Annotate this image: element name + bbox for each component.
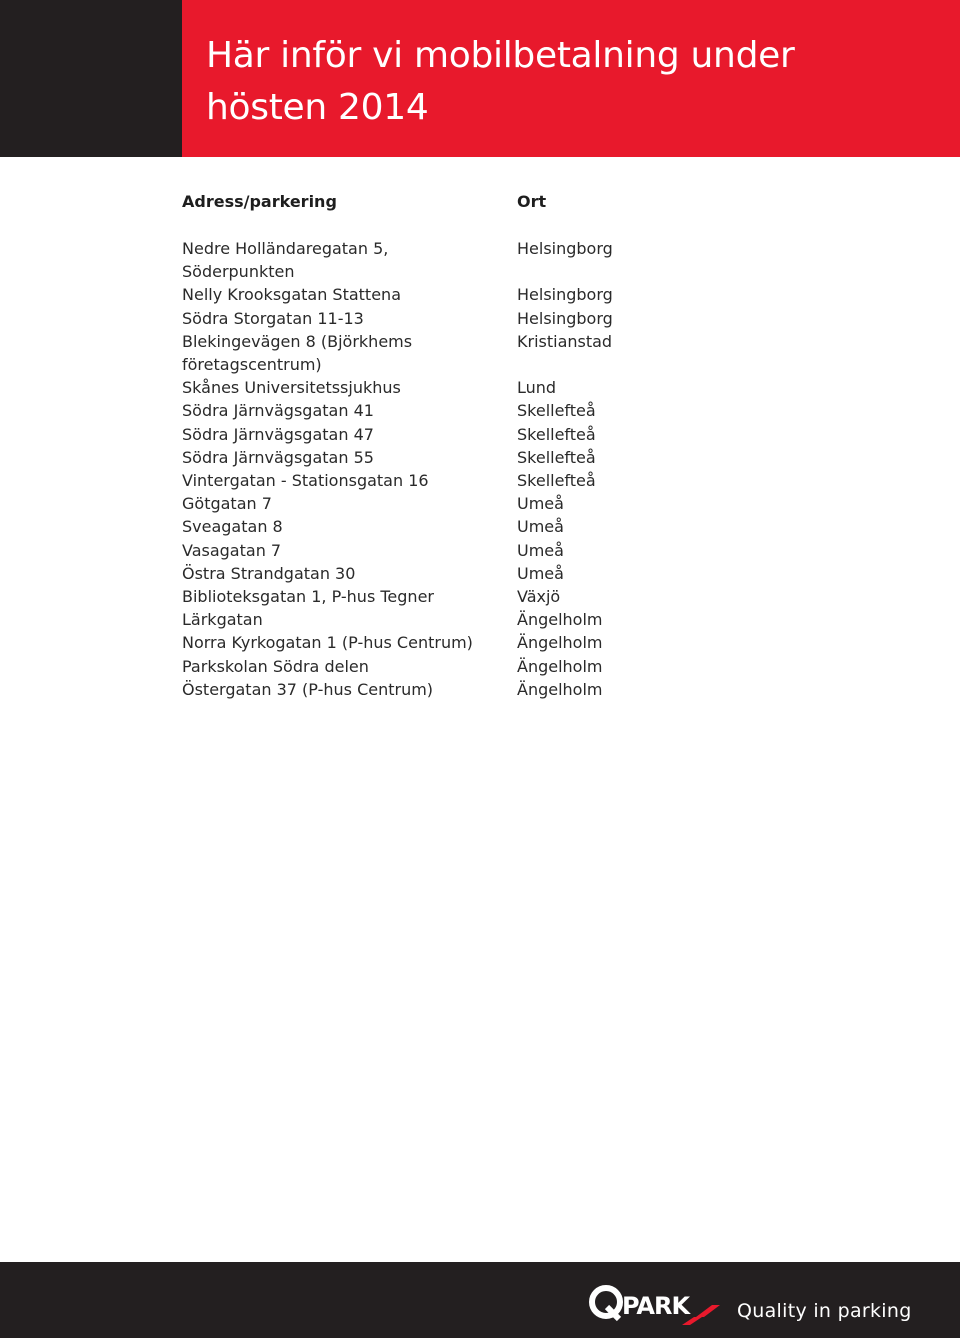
address-cell: Götgatan 7: [182, 494, 272, 514]
table-row: [0, 678, 960, 701]
city-cell: Umeå: [517, 540, 564, 560]
address-cell: Vintergatan - Stationsgatan 16: [182, 471, 429, 491]
table-row: [0, 515, 960, 538]
address-cell: Södra Järnvägsgatan 47: [182, 424, 374, 444]
city-cell: Helsingborg: [517, 285, 613, 305]
header-side-block: [0, 0, 182, 157]
table-row: [0, 376, 960, 399]
city-cell: Umeå: [517, 563, 564, 583]
address-cell: Södra Järnvägsgatan 55: [182, 447, 374, 467]
city-cell: Helsingborg: [517, 308, 613, 328]
table-row: [0, 237, 960, 283]
page-title-line-2: hösten 2014: [206, 87, 429, 128]
address-cell: Södra Storgatan 11-13: [182, 308, 364, 328]
table-row: [0, 608, 960, 631]
city-cell: Ängelholm: [517, 633, 603, 653]
city-cell: Lund: [517, 378, 557, 398]
city-cell: Skellefteå: [517, 401, 596, 421]
address-cell: Nedre Holländaregatan 5, Söderpunkten: [182, 239, 389, 282]
city-cell: Skellefteå: [517, 447, 596, 467]
address-cell: Blekingevägen 8 (Björkhems företagscentrum): [182, 331, 413, 375]
table-row: [0, 492, 960, 515]
city-cell: Umeå: [517, 517, 564, 537]
city-cell: Skellefteå: [517, 471, 596, 491]
table-row: [0, 446, 960, 469]
table-row: [0, 655, 960, 678]
page-title: [206, 30, 906, 134]
address-cell: Lärkgatan: [182, 610, 263, 630]
column-header-city: Ort: [517, 192, 547, 211]
city-cell: Helsingborg: [517, 239, 613, 258]
address-cell: Skånes Universitetssjukhus: [182, 378, 401, 398]
city-cell: Skellefteå: [517, 424, 596, 444]
footer-tagline: Quality in parking: [737, 1300, 912, 1322]
address-cell: Östra Strandgatan 30: [182, 563, 356, 583]
city-cell: Växjö: [517, 587, 561, 607]
parking-table: [0, 237, 960, 701]
table-row: [0, 631, 960, 654]
address-cell: Södra Järnvägsgatan 41: [182, 401, 374, 421]
table-row: [0, 330, 960, 376]
city-cell: Umeå: [517, 494, 564, 514]
address-cell: Parkskolan Södra delen: [182, 656, 369, 676]
qpark-logo: [586, 1281, 726, 1331]
svg-text:PARK: PARK: [622, 1292, 690, 1320]
table-row: [0, 283, 960, 306]
address-cell: Biblioteksgatan 1, P-hus Tegner: [182, 587, 434, 607]
table-row: [0, 307, 960, 330]
table-row: [0, 562, 960, 585]
city-cell: Ängelholm: [517, 610, 603, 630]
address-cell: Nelly Krooksgatan Stattena: [182, 285, 401, 305]
city-cell: Ängelholm: [517, 679, 603, 699]
city-cell: Ängelholm: [517, 656, 603, 676]
page-title-line-1: Här inför vi mobilbetalning under: [206, 35, 795, 76]
address-cell: Norra Kyrkogatan 1 (P-hus Centrum): [182, 633, 473, 653]
table-row: [0, 423, 960, 446]
table-row: [0, 539, 960, 562]
address-cell: Vasagatan 7: [182, 540, 282, 560]
city-cell: Kristianstad: [517, 331, 613, 351]
address-cell: Östergatan 37 (P-hus Centrum): [182, 679, 434, 699]
table-row: [0, 469, 960, 492]
address-cell: Sveagatan 8: [182, 517, 283, 537]
table-row: [0, 585, 960, 608]
table-row: [0, 399, 960, 422]
column-header-address: Adress/parkering: [182, 192, 337, 211]
